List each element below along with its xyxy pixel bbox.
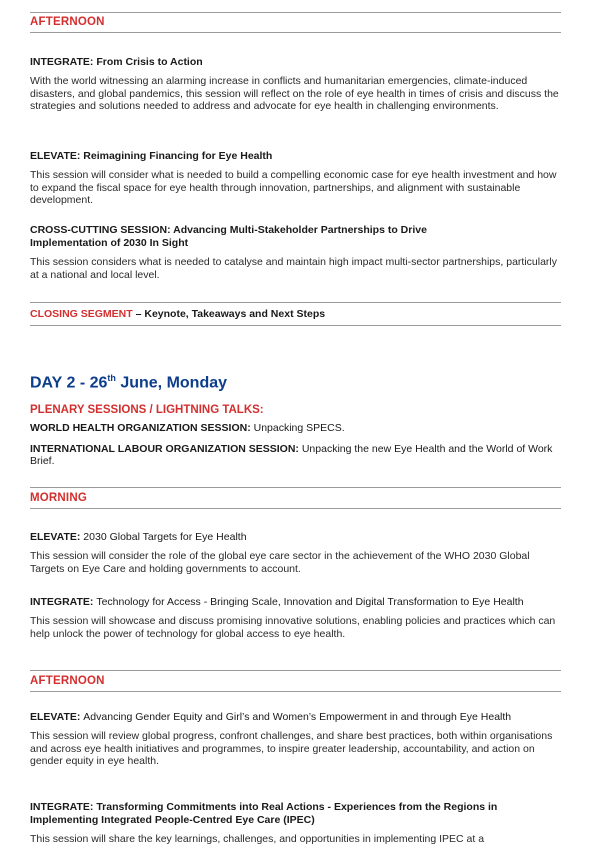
divider — [30, 691, 561, 692]
plenary-item — [30, 443, 561, 468]
day-title-sup: th — [107, 373, 116, 383]
plenary-label: WORLD HEALTH ORGANIZATION SESSION: — [30, 422, 251, 434]
session-label: ELEVATE: — [30, 531, 81, 543]
plenary-text: Unpacking SPECS. — [250, 422, 345, 434]
session-title: Reimagining Financing for Eye Health — [83, 150, 273, 162]
afternoon-section-1 — [30, 12, 561, 33]
session-title: 2030 Global Targets for Eye Health — [83, 531, 247, 543]
divider — [30, 508, 561, 509]
session-label: INTEGRATE: — [30, 596, 94, 608]
session-description: This session will consider what is needed to build a compelling economic case for eye health investment and how to expand the fiscal space for eye health through innovation, partnerships, and alignment with sustainable development. — [30, 169, 557, 207]
day-title-suffix: June, Monday — [115, 374, 228, 392]
session-elevate-gender — [30, 711, 561, 768]
session-title: Transforming Commitments into Real Actions - Experiences from the Regions in Implementing Integrated People-Centred Eye Care (IPEC) — [30, 801, 498, 826]
section-heading: MORNING — [30, 492, 87, 504]
divider — [30, 32, 561, 33]
divider — [30, 325, 561, 326]
session-cross-cutting — [30, 224, 561, 281]
morning-section — [30, 487, 561, 509]
session-description: This session will consider the role of the global eye care sector in the achievement of the WHO 2030 Global Targets on Eye Care and holding governments to account. — [30, 550, 530, 575]
day-title-prefix: DAY 2 - 26 — [30, 374, 108, 392]
afternoon-section-2 — [30, 670, 561, 692]
session-description: This session will share the key learnings, challenges, and opportunities in implementing IPEC at a — [30, 833, 485, 845]
plenary-text: Unpacking the new Eye Health and the World of Work Brief. — [30, 442, 553, 468]
plenary-section — [30, 404, 561, 468]
plenary-label: INTERNATIONAL LABOUR ORGANIZATION SESSION: — [30, 442, 299, 455]
session-title: Advancing Gender Equity and Girl’s and Women’s Empowerment in and through Eye Health — [83, 711, 512, 723]
session-description: This session considers what is needed to catalyse and maintain high impact multi-sector partnerships, particularly at a national and local level. — [30, 256, 557, 281]
closing-segment — [30, 302, 561, 326]
session-elevate-financing — [30, 150, 561, 207]
session-integrate-crisis — [30, 56, 561, 113]
session-description: This session will review global progress, confront challenges, and share best practices, both within organisations and across eye health initiatives and programmes, to inspire greater leadership, accountability, and action on gender equity in eye health. — [30, 730, 553, 768]
session-label: INTEGRATE: — [30, 801, 94, 813]
session-label: ELEVATE: — [30, 150, 81, 162]
session-title: Advancing Multi-Stakeholder Partnerships to Drive Implementation of 2030 In Sight — [30, 224, 427, 249]
session-label: INTEGRATE: — [30, 56, 94, 68]
closing-label: CLOSING SEGMENT — [30, 308, 133, 320]
plenary-item — [30, 422, 561, 435]
session-title: Technology for Access - Bringing Scale, Innovation and Digital Transformation to Eye Health — [96, 596, 524, 608]
session-description: This session will showcase and discuss promising innovative solutions, enabling policies and practices which can help unlock the power of technology for global access to eye health. — [30, 615, 556, 640]
closing-text: – Keynote, Takeaways and Next Steps — [132, 308, 326, 320]
session-integrate-technology — [30, 596, 561, 640]
session-label: CROSS-CUTTING SESSION: — [30, 224, 171, 236]
plenary-heading: PLENARY SESSIONS / LIGHTNING TALKS: — [30, 404, 264, 416]
day-title — [30, 373, 227, 392]
section-heading: AFTERNOON — [30, 16, 105, 28]
session-label: ELEVATE: — [30, 711, 81, 723]
session-integrate-ipec — [30, 801, 561, 846]
session-description: With the world witnessing an alarming increase in conflicts and humanitarian emergencies, climate-induced disasters, and global pandemics, this session will reflect on the role of eye health in times of crisis and discuss the strategies and solutions needed to address and advocate for eye health in challenging environments. — [30, 75, 559, 113]
session-title: From Crisis to Action — [96, 56, 203, 68]
section-heading: AFTERNOON — [30, 675, 105, 687]
session-elevate-targets — [30, 531, 561, 575]
